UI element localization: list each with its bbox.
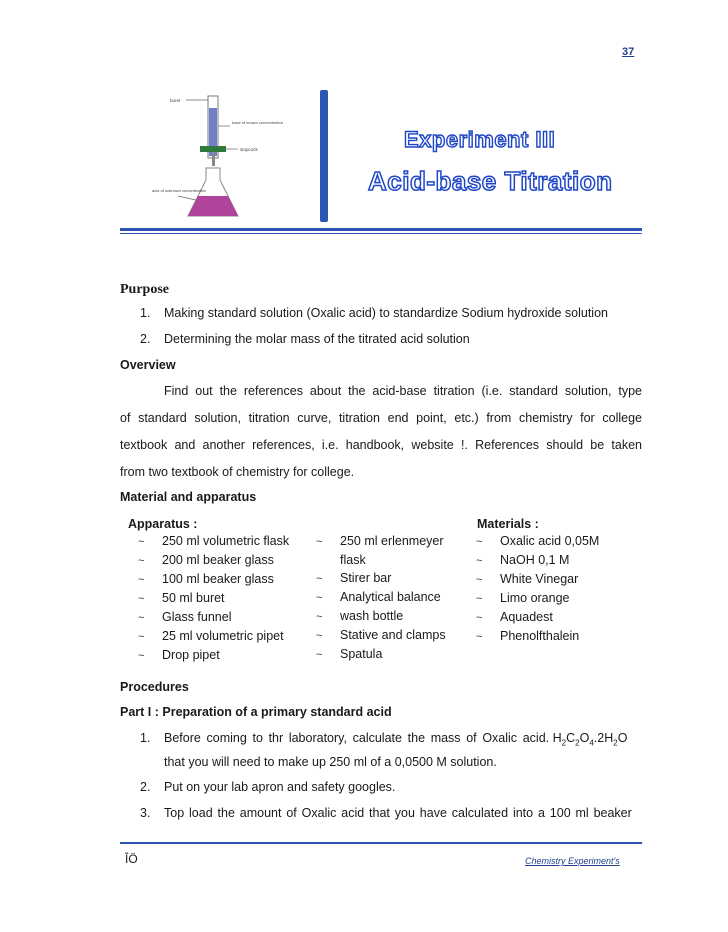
overview-paragraph bbox=[120, 378, 642, 486]
tilde-bullet-icon: ~ bbox=[138, 555, 145, 567]
tilde-bullet-icon: ~ bbox=[138, 631, 145, 643]
header-rule-thin bbox=[120, 233, 642, 234]
list-item bbox=[316, 626, 446, 645]
page-number: 37 bbox=[622, 46, 635, 58]
list-item-text: Drop pipet bbox=[162, 648, 220, 662]
illustration-label-buret: buret bbox=[170, 98, 181, 103]
procedure-step bbox=[140, 806, 632, 820]
list-item bbox=[138, 589, 289, 608]
tilde-bullet-icon: ~ bbox=[316, 630, 323, 642]
tilde-bullet-icon: ~ bbox=[138, 650, 145, 662]
list-item-text: Limo orange bbox=[500, 591, 570, 605]
list-item-text: 25 ml volumetric pipet bbox=[162, 629, 284, 643]
overview-line: of standard solution, titration curve, titration end point, etc.) from chemistry for college bbox=[120, 411, 642, 425]
footer-running-title: Chemistry Experiment's bbox=[525, 856, 620, 866]
list-item bbox=[316, 607, 446, 626]
apparatus-list-col2 bbox=[316, 532, 446, 664]
list-item-text: 50 ml buret bbox=[162, 591, 225, 605]
materials-heading: Materials : bbox=[477, 517, 539, 531]
header-divider-bar bbox=[320, 90, 328, 222]
tilde-bullet-icon: ~ bbox=[476, 574, 483, 586]
list-item-text: wash bottle bbox=[340, 609, 404, 623]
materials-apparatus-heading: Material and apparatus bbox=[120, 490, 257, 504]
tilde-bullet-icon: ~ bbox=[476, 612, 483, 624]
list-item-text: 250 ml erlenmeyer bbox=[340, 534, 444, 548]
list-item-text: Stirer bar bbox=[340, 571, 392, 585]
list-item-continuation bbox=[316, 551, 446, 569]
list-item-text: Analytical balance bbox=[340, 590, 441, 604]
tilde-bullet-icon: ~ bbox=[476, 593, 483, 605]
overview-line: from two textbook of chemistry for college. bbox=[120, 465, 355, 479]
list-item bbox=[476, 570, 599, 589]
list-item bbox=[138, 627, 289, 646]
materials-list bbox=[476, 532, 599, 646]
illustration-label-acid: acid of unknown concentration bbox=[152, 188, 207, 193]
tilde-bullet-icon: ~ bbox=[476, 555, 483, 567]
tilde-bullet-icon: ~ bbox=[138, 612, 145, 624]
list-item bbox=[476, 627, 599, 646]
tilde-bullet-icon: ~ bbox=[476, 536, 483, 548]
illustration-label-stopcock: stopcock bbox=[240, 147, 258, 152]
tilde-bullet-icon: ~ bbox=[316, 592, 323, 604]
list-item bbox=[316, 588, 446, 607]
tilde-bullet-icon: ~ bbox=[138, 593, 145, 605]
list-item-text: NaOH 0,1 M bbox=[500, 553, 570, 567]
list-item-text: White Vinegar bbox=[500, 572, 579, 586]
purpose-heading: Purpose bbox=[120, 282, 169, 297]
list-item-text: Phenolfthalein bbox=[500, 629, 580, 643]
step-number: 2. bbox=[140, 780, 151, 794]
illustration-label-base: base of known concentration bbox=[232, 120, 283, 125]
list-item bbox=[476, 589, 599, 608]
purpose-item bbox=[140, 306, 608, 320]
step-text: Top load the amount of Oxalic acid that you have calculated into a 100 ml beaker bbox=[164, 806, 632, 820]
tilde-bullet-icon: ~ bbox=[476, 631, 483, 643]
list-item-text: flask bbox=[340, 553, 366, 567]
part1-heading: Part I : Preparation of a primary standard acid bbox=[120, 705, 392, 719]
experiment-subtitle: Acid-base Titration bbox=[368, 166, 613, 196]
item-text: Making standard solution (Oxalic acid) to standardize Sodium hydroxide solution bbox=[164, 306, 608, 320]
step-number: 1. bbox=[140, 731, 151, 745]
tilde-bullet-icon: ~ bbox=[316, 573, 323, 585]
list-item bbox=[138, 551, 289, 570]
procedures-heading: Procedures bbox=[120, 680, 189, 694]
step-number: 3. bbox=[140, 806, 151, 820]
experiment-title: Experiment III bbox=[404, 127, 556, 152]
list-item-text: 100 ml beaker glass bbox=[162, 572, 274, 586]
tilde-bullet-icon: ~ bbox=[316, 611, 323, 623]
footer-left-text: ÎÖ bbox=[125, 852, 138, 866]
list-item bbox=[316, 645, 446, 664]
header-rule bbox=[120, 228, 642, 231]
overview-line: textbook and another references, i.e. handbook, website !. References should be taken bbox=[120, 438, 642, 452]
procedure-step bbox=[140, 780, 395, 794]
chemical-formula: $H_2C_2O_4.2H_2O$ bbox=[552, 731, 628, 748]
list-item-text: Glass funnel bbox=[162, 610, 232, 624]
list-item-text: Aquadest bbox=[500, 610, 553, 624]
list-item-text: 200 ml beaker glass bbox=[162, 553, 274, 567]
list-item bbox=[138, 570, 289, 589]
list-item-text: Oxalic acid 0,05M bbox=[500, 534, 600, 548]
list-item-text: Stative and clamps bbox=[340, 628, 446, 642]
list-item-text: 250 ml volumetric flask bbox=[162, 534, 290, 548]
list-item bbox=[138, 646, 289, 665]
apparatus-heading: Apparatus : bbox=[128, 517, 198, 531]
item-number: 2. bbox=[140, 332, 151, 346]
titration-apparatus-illustration bbox=[150, 88, 320, 228]
overview-heading: Overview bbox=[120, 358, 176, 372]
item-text: Determining the molar mass of the titrated acid solution bbox=[164, 332, 470, 346]
list-item bbox=[138, 532, 289, 551]
list-item bbox=[476, 551, 599, 570]
purpose-item bbox=[140, 332, 470, 346]
procedure-step-continuation: that you will need to make up 250 ml of a 0,0500 M solution. bbox=[164, 755, 497, 769]
step-text: Before coming to thr laboratory, calculate the mass of Oxalic acid. bbox=[164, 731, 550, 745]
tilde-bullet-icon: ~ bbox=[138, 574, 145, 586]
step-text: Put on your lab apron and safety googles. bbox=[164, 780, 396, 794]
list-item bbox=[138, 608, 289, 627]
apparatus-list-col1 bbox=[138, 532, 289, 665]
list-item bbox=[316, 532, 446, 551]
tilde-bullet-icon: ~ bbox=[316, 536, 323, 548]
list-item bbox=[316, 569, 446, 588]
tilde-bullet-icon: ~ bbox=[138, 536, 145, 548]
item-number: 1. bbox=[140, 306, 151, 320]
list-item bbox=[476, 532, 599, 551]
procedure-step bbox=[140, 731, 645, 748]
list-item bbox=[476, 608, 599, 627]
tilde-bullet-icon: ~ bbox=[316, 649, 323, 661]
overview-line: Find out the references about the acid-base titration (i.e. standard solution, type bbox=[164, 384, 642, 398]
footer-rule bbox=[120, 842, 642, 844]
list-item-text: Spatula bbox=[340, 647, 383, 661]
